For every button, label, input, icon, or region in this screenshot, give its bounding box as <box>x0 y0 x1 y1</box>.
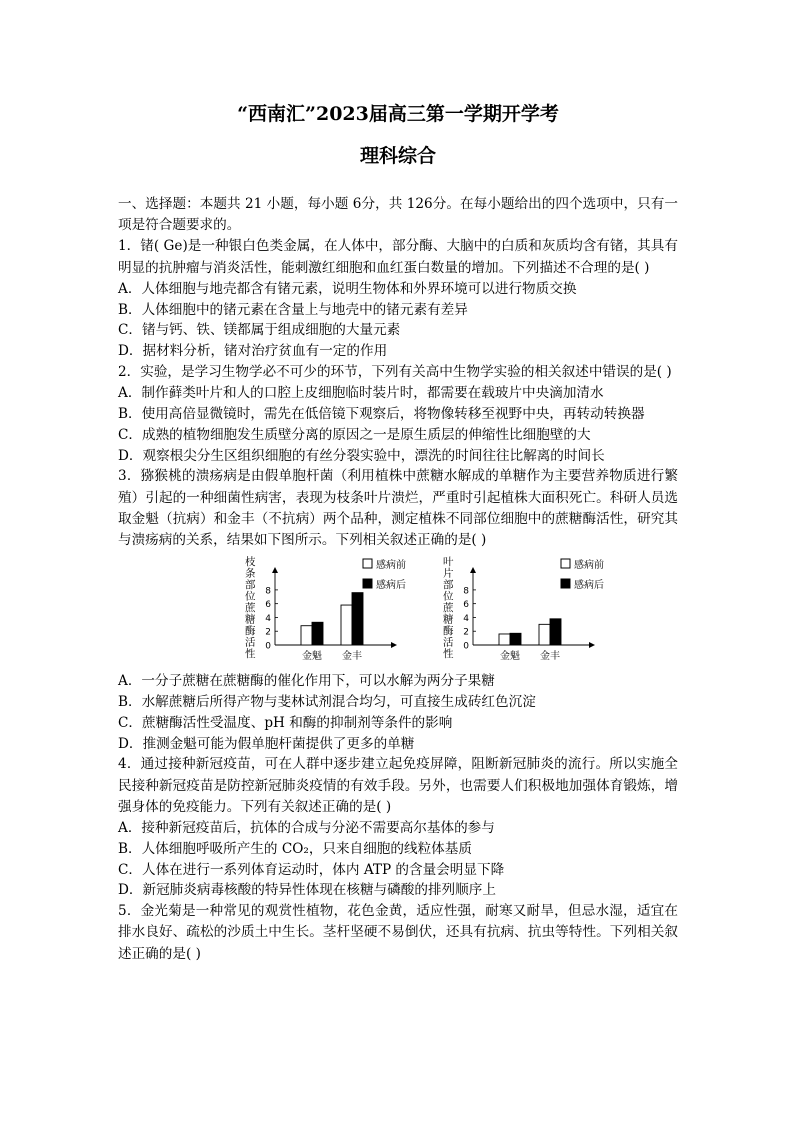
y-tick-label: 2 <box>265 627 271 638</box>
exam-subject: 理科综合 <box>359 145 436 167</box>
question-5-stem: 5．金光菊是一种常见的观赏性植物，花色金黄，适应性强，耐寒又耐旱，但忌水湿，适宜在排水良好、疏松的沙质土中生长。茎杆坚硬不易倒伏，还具有抗病、抗虫等特性。下列相关叙述正确的是( ) <box>118 903 678 962</box>
question-2-stem: 2．实验，是学习生物学必不可少的环节，下列有关高中生物学实验的相关叙述中错误的是( ) <box>118 364 672 380</box>
exam-title: “西南汇”2023届高三第一学期开学考 <box>237 103 559 125</box>
bar <box>352 593 363 645</box>
bar <box>539 625 550 646</box>
y-axis-label-char: 活 <box>245 636 256 649</box>
y-tick-label: 4 <box>265 614 271 625</box>
y-tick-label: 6 <box>265 600 271 611</box>
y-tick-label: 6 <box>463 600 469 611</box>
legend-swatch <box>561 579 570 588</box>
y-axis-label-char: 位 <box>245 590 256 603</box>
question-3-figure <box>188 553 678 665</box>
y-axis-label-char: 部 <box>245 579 256 592</box>
question-1-option-b: B．人体细胞中的锗元素在含量上与地壳中的锗元素有差异 <box>118 301 468 318</box>
y-tick-label: 0 <box>265 641 271 652</box>
y-axis-label-char: 糖 <box>245 613 256 626</box>
y-axis-label-char: 性 <box>443 648 454 661</box>
question-4-option-b: B．人体细胞呼吸所产生的 CO₂，只来自细胞的线粒体基质 <box>118 840 472 857</box>
branch-enzyme-chart <box>239 553 429 665</box>
bar <box>550 619 561 645</box>
bar <box>510 633 521 645</box>
question-1-option-d: D．据材料分析，锗对治疗贫血有一定的作用 <box>118 343 388 360</box>
legend-swatch <box>561 559 570 568</box>
y-axis-label-char: 位 <box>443 590 454 603</box>
bar <box>341 605 352 645</box>
legend-label: 感病前 <box>574 560 604 572</box>
question-4-option-a: A．接种新冠疫苗后，抗体的合成与分泌不需要高尔基体的参与 <box>118 820 495 836</box>
y-axis-label-char: 片 <box>443 567 454 580</box>
question-3-option-d: D．推测金魁可能为假单胞杆菌提供了更多的单糖 <box>118 735 415 752</box>
y-axis-label-char: 蔗 <box>245 602 256 615</box>
question-3-option-a: A．一分子蔗糖在蔗糖酶的催化作用下，可以水解为两分子果糖 <box>118 673 495 690</box>
question-2-option-a: A．制作藓类叶片和人的口腔上皮细胞临时装片时，都需要在载玻片中央滴加清水 <box>118 385 604 402</box>
question-2-option-c: C．成熟的植物细胞发生质壁分离的原因之一是原生质层的伸缩性比细胞壁的大 <box>118 426 591 443</box>
legend-label: 感病后 <box>574 580 604 592</box>
bar <box>301 626 312 645</box>
question-4-option-c: C．人体在进行一系列体育运动时，体内 ATP 的含量会明显下降 <box>118 861 505 878</box>
exam-page <box>118 100 678 965</box>
y-axis-label-char: 枝 <box>245 556 256 569</box>
question-3-option-c: C．蔗糖酶活性受温度、pH 和酶的抑制剂等条件的影响 <box>118 714 453 731</box>
y-tick-label: 2 <box>463 627 469 638</box>
y-axis-label-char: 酶 <box>245 625 256 638</box>
x-tick-label: 金丰 <box>540 651 560 663</box>
y-axis-arrow <box>470 567 476 573</box>
y-axis-label-char: 性 <box>245 648 256 661</box>
y-axis-label-char: 糖 <box>443 613 454 626</box>
section-intro: 一、选择题：本题共 21 小题，每小题 6分，共 126分。在每小题给出的四个选项中，只有一项是符合题要求的。 <box>118 196 678 234</box>
y-axis-label-char: 叶 <box>443 556 454 569</box>
legend-label: 感病前 <box>376 560 406 572</box>
question-1-option-c: C．锗与钙、铁、镁都属于组成细胞的大量元素 <box>118 322 401 339</box>
x-tick-label: 金魁 <box>500 651 520 663</box>
legend-swatch <box>363 579 372 588</box>
question-3-option-b: B．水解蔗糖后所得产物与斐林试剂混合均匀，可直接生成砖红色沉淀 <box>118 694 536 710</box>
x-axis-arrow <box>391 642 397 648</box>
x-tick-label: 金丰 <box>342 651 362 663</box>
y-axis-arrow <box>272 567 278 573</box>
leaf-enzyme-chart <box>437 553 627 665</box>
y-tick-label: 4 <box>463 614 469 625</box>
x-tick-label: 金魁 <box>302 651 322 663</box>
y-axis-label-char: 活 <box>443 636 454 649</box>
x-axis-arrow <box>589 642 595 648</box>
question-4-stem: 4．通过接种新冠疫苗，可在人群中逐步建立起免疫屏障，阻断新冠肺炎的流行。所以实施全民接种新冠疫苗是防控新冠肺炎疫情的有效手段。另外，也需要人们积极地加强体育锻炼，增强身体的免疫能力。下列有关叙述正确的是( ) <box>118 756 678 815</box>
legend-label: 感病后 <box>376 580 406 592</box>
y-tick-label: 8 <box>265 586 271 597</box>
question-1-stem: 1．锗( Ge)是一种银白色类金属，在人体中，部分酶、大脑中的白质和灰质均含有锗，其具有明显的抗肿瘤与消炎活性，能刺激红细胞和血红蛋白数量的增加。下列描述不合理的是( ) <box>118 238 678 276</box>
bar <box>312 622 323 645</box>
question-1-option-a: A．人体细胞与地壳都含有锗元素，说明生物体和外界环境可以进行物质交换 <box>118 280 577 297</box>
y-tick-label: 0 <box>463 641 469 652</box>
bar <box>499 634 510 645</box>
question-2-option-b: B．使用高倍显微镜时，需先在低倍镜下观察后，将物像转移至视野中央，再转动转换器 <box>118 406 645 422</box>
question-2-option-d: D．观察根尖分生区组织细胞的有丝分裂实验中，漂洗的时间往往比解离的时间长 <box>118 447 605 464</box>
question-4-option-d: D．新冠肺炎病毒核酸的特异性体现在核糖与磷酸的排列顺序上 <box>118 882 496 899</box>
y-axis-label-char: 条 <box>245 567 256 580</box>
y-axis-label-char: 部 <box>443 579 454 592</box>
y-axis-label-char: 酶 <box>443 625 454 638</box>
y-tick-label: 8 <box>463 586 469 597</box>
question-3-stem: 3．猕猴桃的溃疡病是由假单胞杆菌（利用植株中蔗糖水解成的单糖作为主要营养物质进行繁殖）引起的一种细菌性病害，表现为枝条叶片溃烂，严重时引起植株大面积死亡。科研人员选取金魁（抗病）和金丰（不抗病）两个品种，测定植株不同部位细胞中的蔗糖酶活性，研究其与溃疡病的关系，结果如下图所示。下列相关叙述正确的是( ) <box>118 468 678 548</box>
legend-swatch <box>363 559 372 568</box>
y-axis-label-char: 蔗 <box>443 602 454 615</box>
